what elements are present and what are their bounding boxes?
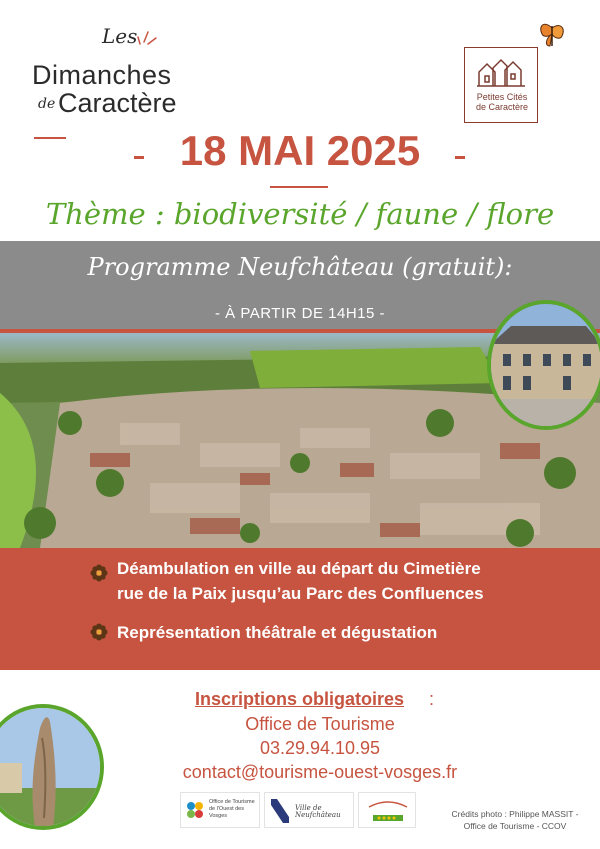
logo-word-les: Les — [102, 24, 138, 48]
activity-1-line2: rue de la Paix jusqu’au Parc des Confluences — [117, 584, 484, 603]
sparkle-icon — [136, 28, 158, 48]
registration-phone[interactable]: 03.29.94.10.95 — [259, 738, 381, 758]
n-letter-icon — [269, 797, 291, 825]
partner-logos — [176, 792, 420, 828]
ville-logo-text: Ville de Neufchâteau — [295, 804, 341, 819]
theme-heading: Thème : biodiversité / faune / flore — [45, 197, 555, 231]
flower-icon — [90, 564, 108, 582]
date-underline — [270, 186, 328, 188]
credits-line2: Office de Tourisme - CCOV — [463, 821, 567, 831]
flower-icon — [90, 623, 108, 641]
registration-office: Office de Tourisme — [245, 714, 395, 734]
registration-email[interactable]: contact@tourisme-ouest-vosges.fr — [182, 762, 458, 782]
petites-cites-logo — [464, 47, 538, 123]
photo-credits — [430, 808, 600, 832]
village-icon — [477, 54, 527, 88]
activity-1 — [117, 556, 484, 606]
activity-2: Représentation théâtrale et dégustation — [117, 623, 438, 642]
chateau-circle-photo — [487, 300, 600, 430]
registration-colon: : — [429, 689, 435, 709]
programme-title: Programme Neufchâteau (gratuit): — [87, 253, 513, 281]
logo-word-dimanches: Dimanches — [32, 60, 172, 90]
credits-line1: Crédits photo : Philippe MASSIT - — [451, 809, 579, 819]
petites-cites-line1: Petites Cités — [476, 92, 528, 102]
date-dash-right — [455, 156, 465, 159]
ot-logo-icon — [185, 800, 205, 820]
activity-1-line1: Déambulation en ville au départ du Cimetière — [117, 559, 481, 578]
logo-word-caractere: Caractère — [58, 88, 177, 118]
hotel-logo — [358, 792, 416, 828]
ot-ouest-vosges-logo — [180, 792, 260, 828]
activities-section — [0, 548, 600, 670]
ville-neufchateau-logo — [264, 792, 354, 828]
ot-logo-text: Office de Tourisme de l'Ouest des Vosges — [209, 799, 255, 819]
hotel-stars-icon — [365, 797, 411, 823]
start-time: - À PARTIR DE 14H15 - — [215, 305, 385, 322]
registration-title: Inscriptions obligatoires — [195, 689, 405, 709]
butterfly-icon — [538, 20, 566, 50]
logo-word-de: de — [38, 96, 56, 112]
event-date: 18 MAI 2025 — [179, 127, 421, 174]
petites-cites-line2: de Caractère — [475, 102, 529, 112]
dimanches-de-caractere-logo — [32, 24, 202, 144]
petites-cites-label — [465, 92, 539, 112]
